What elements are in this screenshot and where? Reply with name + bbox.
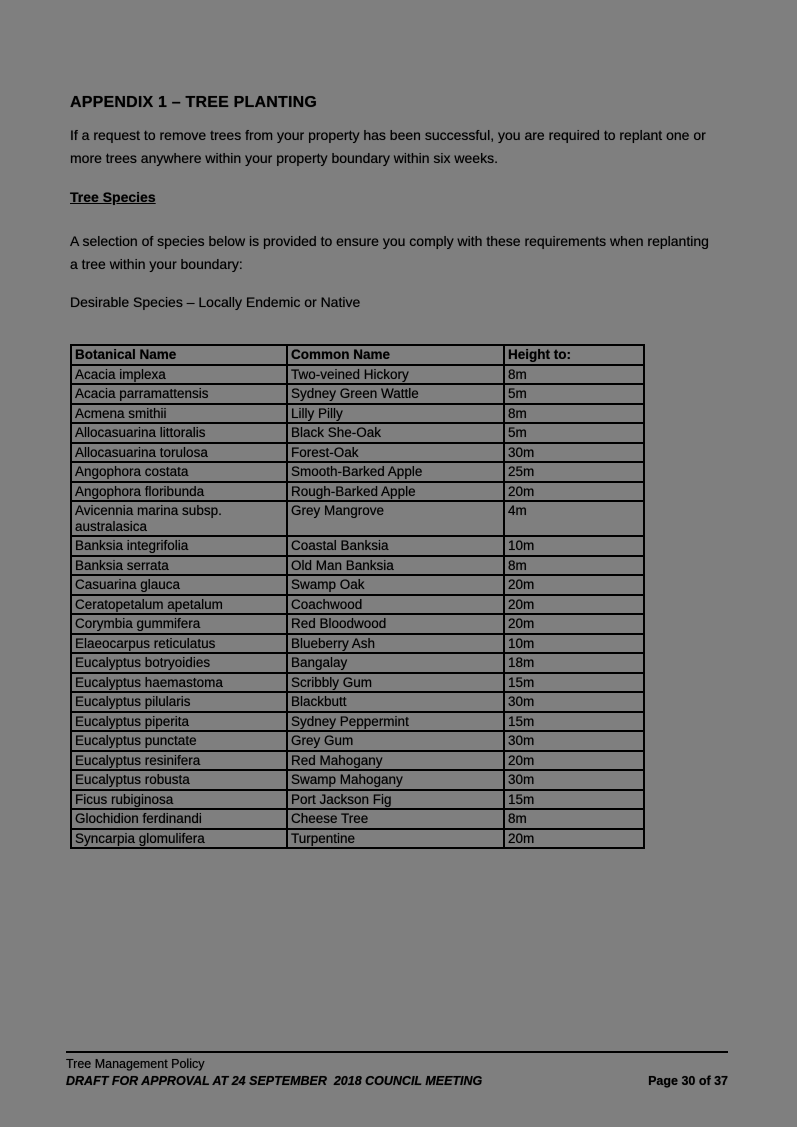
table-row: [71, 692, 644, 712]
common-name-cell: Blackbutt: [287, 692, 504, 712]
table-header-row: [71, 345, 644, 365]
botanical-name-cell: Angophora costata: [71, 462, 287, 482]
botanical-name-cell: Ceratopetalum apetalum: [71, 595, 287, 615]
botanical-name-cell: Eucalyptus robusta: [71, 770, 287, 790]
table-row: [71, 712, 644, 732]
height-cell: 5m: [504, 384, 644, 404]
table-row: [71, 809, 644, 829]
height-cell: 20m: [504, 751, 644, 771]
table-row: [71, 536, 644, 556]
table-row: [71, 790, 644, 810]
botanical-name-cell: Allocasuarina torulosa: [71, 443, 287, 463]
table-row: [71, 575, 644, 595]
table-row: [71, 443, 644, 463]
botanical-name-cell: Banksia integrifolia: [71, 536, 287, 556]
height-cell: 15m: [504, 673, 644, 693]
table-row: [71, 462, 644, 482]
species-table-body: [71, 365, 644, 849]
height-cell: 15m: [504, 712, 644, 732]
botanical-name-cell: Eucalyptus haemastoma: [71, 673, 287, 693]
botanical-name-cell: Acacia implexa: [71, 365, 287, 385]
table-row: [71, 595, 644, 615]
table-row: [71, 365, 644, 385]
botanical-name-cell: Avicennia marina subsp. australasica: [71, 501, 287, 536]
table-row: [71, 614, 644, 634]
botanical-name-cell: Glochidion ferdinandi: [71, 809, 287, 829]
table-row: [71, 731, 644, 751]
botanical-name-cell: Eucalyptus resinifera: [71, 751, 287, 771]
botanical-name-cell: Banksia serrata: [71, 556, 287, 576]
height-cell: 8m: [504, 404, 644, 424]
common-name-cell: Port Jackson Fig: [287, 790, 504, 810]
height-cell: 5m: [504, 423, 644, 443]
height-cell: 30m: [504, 443, 644, 463]
common-name-cell: Cheese Tree: [287, 809, 504, 829]
page-footer: [66, 1051, 728, 1089]
table-row: [71, 770, 644, 790]
common-name-cell: Turpentine: [287, 829, 504, 849]
table-row: [71, 556, 644, 576]
table-caption: Desirable Species – Locally Endemic or Native: [70, 294, 361, 310]
height-cell: 4m: [504, 501, 644, 536]
table-row: [71, 653, 644, 673]
botanical-name-cell: Allocasuarina littoralis: [71, 423, 287, 443]
table-row: [71, 384, 644, 404]
body-paragraph: A selection of species below is provided to ensure you comply with these requirements when replanting a tree within your boundary:: [70, 233, 709, 272]
common-name-cell: Grey Mangrove: [287, 501, 504, 536]
height-cell: 15m: [504, 790, 644, 810]
botanical-name-cell: Eucalyptus pilularis: [71, 692, 287, 712]
footer-policy-name: Tree Management Policy: [66, 1057, 205, 1071]
height-cell: 8m: [504, 365, 644, 385]
botanical-name-cell: Corymbia gummifera: [71, 614, 287, 634]
table-row: [71, 501, 644, 536]
height-cell: 25m: [504, 462, 644, 482]
botanical-name-cell: Eucalyptus piperita: [71, 712, 287, 732]
common-name-cell: Blueberry Ash: [287, 634, 504, 654]
height-cell: 30m: [504, 692, 644, 712]
height-cell: 20m: [504, 595, 644, 615]
footer-second-row: [66, 1073, 728, 1089]
column-header-botanical-name: Botanical Name: [71, 345, 287, 365]
common-name-cell: Sydney Peppermint: [287, 712, 504, 732]
common-name-cell: Smooth-Barked Apple: [287, 462, 504, 482]
height-cell: 20m: [504, 614, 644, 634]
botanical-name-cell: Eucalyptus botryoidies: [71, 653, 287, 673]
common-name-cell: Rough-Barked Apple: [287, 482, 504, 502]
common-name-cell: Bangalay: [287, 653, 504, 673]
intro-paragraph: If a request to remove trees from your property has been successful, you are required to replant one or more trees anywhere within your property boundary within six weeks.: [70, 127, 706, 166]
table-row: [71, 751, 644, 771]
common-name-cell: Red Bloodwood: [287, 614, 504, 634]
height-cell: 18m: [504, 653, 644, 673]
botanical-name-cell: Elaeocarpus reticulatus: [71, 634, 287, 654]
botanical-name-cell: Acmena smithii: [71, 404, 287, 424]
botanical-name-cell: Casuarina glauca: [71, 575, 287, 595]
table-row: [71, 482, 644, 502]
page-number: Page 30 of 37: [648, 1074, 728, 1088]
height-cell: 20m: [504, 482, 644, 502]
common-name-cell: Old Man Banksia: [287, 556, 504, 576]
common-name-cell: Coachwood: [287, 595, 504, 615]
botanical-name-cell: Syncarpia glomulifera: [71, 829, 287, 849]
common-name-cell: Red Mahogany: [287, 751, 504, 771]
common-name-cell: Scribbly Gum: [287, 673, 504, 693]
table-row: [71, 404, 644, 424]
common-name-cell: Coastal Banksia: [287, 536, 504, 556]
table-row: [71, 829, 644, 849]
table-row: [71, 673, 644, 693]
common-name-cell: Forest-Oak: [287, 443, 504, 463]
species-table: [70, 344, 645, 849]
table-row: [71, 634, 644, 654]
common-name-cell: Swamp Oak: [287, 575, 504, 595]
botanical-name-cell: Acacia parramattensis: [71, 384, 287, 404]
height-cell: 30m: [504, 770, 644, 790]
height-cell: 30m: [504, 731, 644, 751]
botanical-name-cell: Eucalyptus punctate: [71, 731, 287, 751]
height-cell: 20m: [504, 829, 644, 849]
botanical-name-cell: Angophora floribunda: [71, 482, 287, 502]
section-heading-tree-species: Tree Species: [70, 189, 156, 205]
common-name-cell: Two-veined Hickory: [287, 365, 504, 385]
common-name-cell: Black She-Oak: [287, 423, 504, 443]
column-header-common-name: Common Name: [287, 345, 504, 365]
common-name-cell: Swamp Mahogany: [287, 770, 504, 790]
column-header-height-to: Height to:: [504, 345, 644, 365]
common-name-cell: Grey Gum: [287, 731, 504, 751]
table-row: [71, 423, 644, 443]
page-title: APPENDIX 1 – TREE PLANTING: [70, 94, 318, 111]
height-cell: 10m: [504, 634, 644, 654]
common-name-cell: Lilly Pilly: [287, 404, 504, 424]
footer-draft-note: DRAFT FOR APPROVAL AT 24 SEPTEMBER 2018 COUNCIL MEETING: [66, 1074, 483, 1088]
height-cell: 10m: [504, 536, 644, 556]
height-cell: 8m: [504, 556, 644, 576]
common-name-cell: Sydney Green Wattle: [287, 384, 504, 404]
height-cell: 8m: [504, 809, 644, 829]
height-cell: 20m: [504, 575, 644, 595]
botanical-name-cell: Ficus rubiginosa: [71, 790, 287, 810]
